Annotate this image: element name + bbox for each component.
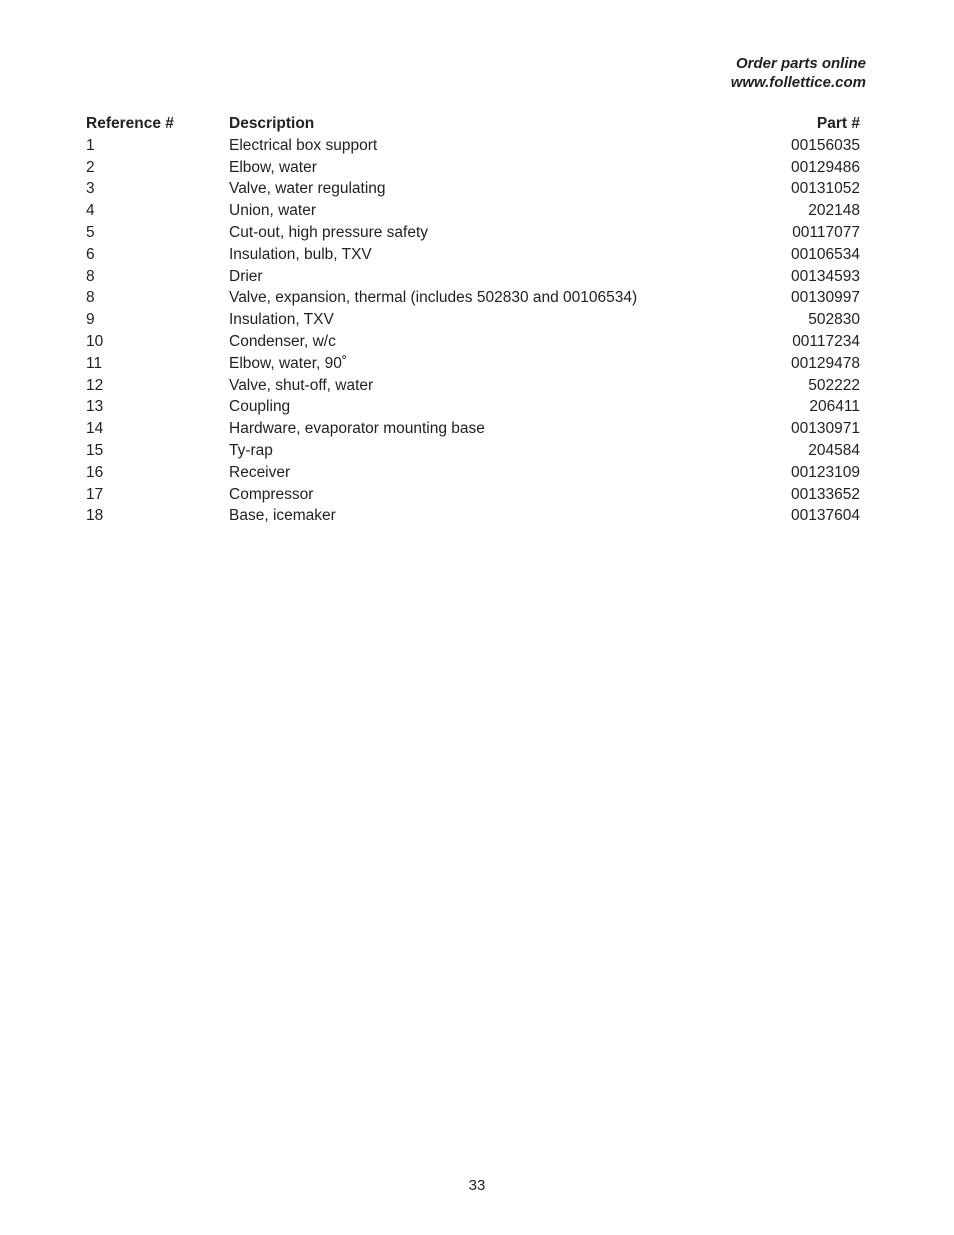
table-row xyxy=(86,200,860,222)
reference-cell: 4 xyxy=(86,202,95,220)
table-row xyxy=(86,505,860,527)
reference-cell: 6 xyxy=(86,245,95,263)
part-number-cell: 204584 xyxy=(808,441,860,459)
table-row xyxy=(86,244,860,266)
description-cell: Cut-out, high pressure safety xyxy=(229,223,429,241)
description-cell: Condenser, w/c xyxy=(229,332,336,350)
table-row xyxy=(86,418,860,440)
page-number: 33 xyxy=(468,1177,486,1194)
table-row xyxy=(86,331,860,353)
part-number-cell: 00117234 xyxy=(792,332,860,350)
column-header-reference: Reference # xyxy=(86,115,174,132)
reference-cell: 15 xyxy=(86,441,104,459)
part-number-cell: 00133652 xyxy=(791,485,860,503)
description-cell: Valve, shut-off, water xyxy=(229,376,374,394)
description-cell: Coupling xyxy=(229,398,291,416)
reference-cell: 13 xyxy=(86,398,104,416)
reference-cell: 17 xyxy=(86,485,104,503)
reference-cell: 8 xyxy=(86,267,95,285)
column-header-description: Description xyxy=(229,115,315,132)
description-cell: Compressor xyxy=(229,485,314,503)
part-number-cell: 00123109 xyxy=(791,463,860,481)
part-number-cell: 00129478 xyxy=(791,354,860,372)
table-row xyxy=(86,484,860,506)
part-number-cell: 00137604 xyxy=(791,507,860,525)
table-row xyxy=(86,396,860,418)
website-url: www.follettice.com xyxy=(730,74,866,91)
table-row xyxy=(86,266,860,288)
order-parts-line: Order parts online xyxy=(735,55,866,72)
part-number-cell: 00130997 xyxy=(791,289,860,307)
part-number-cell: 00130971 xyxy=(791,420,860,438)
part-number-cell: 00134593 xyxy=(791,267,860,285)
table-body xyxy=(86,135,860,527)
description-cell: Ty-rap xyxy=(229,441,273,459)
description-cell: Insulation, bulb, TXV xyxy=(229,245,372,263)
table-row xyxy=(86,178,860,200)
reference-cell: 11 xyxy=(86,354,103,372)
table-row xyxy=(86,375,860,397)
description-cell: Insulation, TXV xyxy=(229,311,334,329)
column-header-part: Part # xyxy=(816,115,860,132)
part-number-cell: 00106534 xyxy=(791,245,860,263)
part-number-cell: 502830 xyxy=(808,311,860,329)
description-cell: Electrical box support xyxy=(229,136,378,154)
description-cell: Receiver xyxy=(229,463,291,481)
description-cell: Elbow, water xyxy=(229,158,317,176)
reference-cell: 18 xyxy=(86,507,104,525)
reference-cell: 10 xyxy=(86,332,104,350)
table-row xyxy=(86,440,860,462)
reference-cell: 8 xyxy=(86,289,95,307)
table-row xyxy=(86,462,860,484)
reference-cell: 12 xyxy=(86,376,104,394)
reference-cell: 1 xyxy=(86,136,95,154)
parts-table xyxy=(86,113,860,527)
table-row xyxy=(86,135,860,157)
table-row xyxy=(86,157,860,179)
reference-cell: 2 xyxy=(86,158,95,176)
reference-cell: 9 xyxy=(86,311,95,329)
table-row xyxy=(86,287,860,309)
part-number-cell: 00129486 xyxy=(791,158,860,176)
part-number-cell: 00117077 xyxy=(792,223,860,241)
description-cell: Elbow, water, 90˚ xyxy=(229,354,348,372)
table-row xyxy=(86,309,860,331)
description-cell: Valve, water regulating xyxy=(229,180,386,198)
reference-cell: 16 xyxy=(86,463,104,481)
part-number-cell: 00131052 xyxy=(791,180,860,198)
reference-cell: 14 xyxy=(86,420,104,438)
description-cell: Union, water xyxy=(229,202,317,220)
reference-cell: 5 xyxy=(86,223,95,241)
order-parts-note xyxy=(731,54,866,92)
description-cell: Valve, expansion, thermal (includes 502830 and 00106534) xyxy=(229,289,638,307)
description-cell: Drier xyxy=(229,267,263,285)
description-cell: Hardware, evaporator mounting base xyxy=(229,420,485,438)
description-cell: Base, icemaker xyxy=(229,507,336,525)
reference-cell: 3 xyxy=(86,180,95,198)
table-header-row xyxy=(86,113,860,135)
table-row xyxy=(86,353,860,375)
part-number-cell: 00156035 xyxy=(791,136,860,154)
part-number-cell: 206411 xyxy=(809,398,860,416)
part-number-cell: 502222 xyxy=(808,376,860,394)
table-row xyxy=(86,222,860,244)
part-number-cell: 202148 xyxy=(808,202,860,220)
